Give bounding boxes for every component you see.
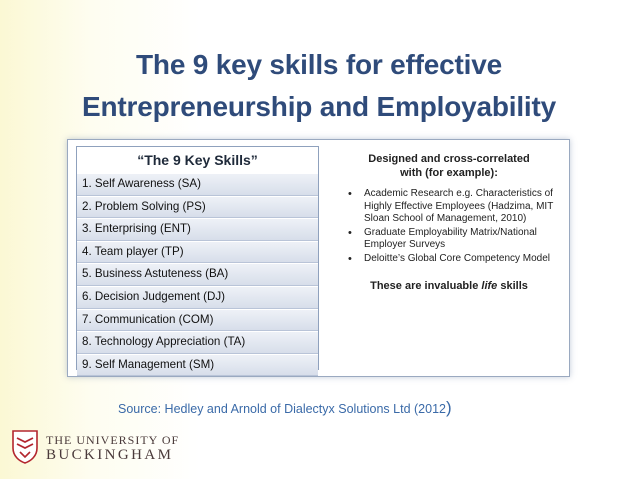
- source-citation: [118, 398, 452, 418]
- list-item-text: Deloitte’s Global Core Competency Model: [364, 252, 551, 264]
- cross-correlation-heading: [338, 152, 560, 180]
- skills-heading: “The 9 Key Skills”: [137, 152, 258, 168]
- logo-line-1: THE UNIVERSITY OF: [46, 433, 180, 447]
- title-line-1: The 9 key skills for effective: [136, 49, 502, 80]
- note-text-end: skills: [497, 279, 528, 292]
- skills-table: [76, 146, 319, 370]
- skill-row: 7. Communication (COM): [77, 309, 318, 332]
- title-line-2: Entrepreneurship and Employability: [82, 91, 556, 122]
- note-emphasis: life: [481, 279, 498, 292]
- list-item-text: Graduate Employability Matrix/National Employer Surveys: [364, 226, 537, 251]
- skill-row: 6. Decision Judgement (DJ): [77, 286, 318, 309]
- skill-row: 4. Team player (TP): [77, 241, 318, 264]
- heading-line-2: with (for example):: [400, 167, 498, 179]
- bullet-icon: •: [348, 188, 352, 200]
- list-item: [338, 188, 560, 226]
- list-item: [338, 253, 560, 266]
- skill-row: 9. Self Management (SM): [77, 354, 318, 377]
- skill-row: 5. Business Astuteness (BA): [77, 263, 318, 286]
- source-close-paren: ): [445, 398, 452, 417]
- key-skills-figure: [67, 139, 570, 377]
- source-text: Source: Hedley and Arnold of Dialectyx Solutions Ltd (2012: [118, 402, 446, 416]
- list-item: [338, 227, 560, 252]
- skill-row: 2. Problem Solving (PS): [77, 196, 318, 219]
- cross-correlation-panel: [338, 152, 560, 292]
- life-skills-note: [338, 280, 560, 292]
- bullet-icon: •: [348, 226, 352, 239]
- example-list: [338, 188, 560, 266]
- bullet-icon: •: [348, 252, 352, 265]
- university-logo: [12, 430, 192, 466]
- skill-row: 8. Technology Appreciation (TA): [77, 331, 318, 354]
- note-text: These are invaluable: [370, 279, 482, 292]
- skill-row: 3. Enterprising (ENT): [77, 218, 318, 241]
- slide-title: [0, 44, 638, 128]
- heading-line-1: Designed and cross-correlated: [368, 153, 530, 165]
- skill-row: 1. Self Awareness (SA): [77, 173, 318, 196]
- list-item-text: Academic Research e.g. Characteristics of Highly Effective Employees (Hadzima, MIT Sloan School of Management, 2010): [364, 188, 554, 225]
- logo-line-2: BUCKINGHAM: [46, 447, 174, 463]
- crest-icon: [12, 430, 38, 464]
